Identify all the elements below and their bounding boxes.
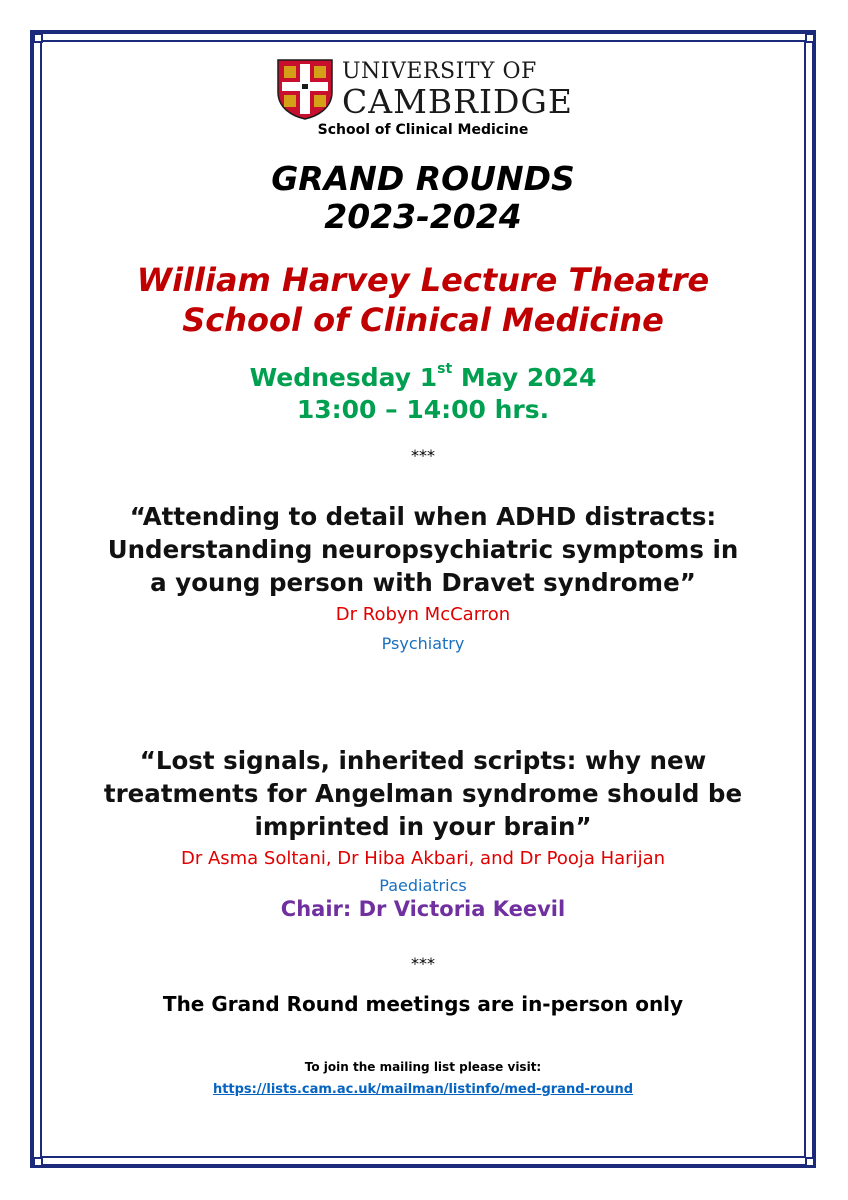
border-corner [33,1157,43,1167]
talk-title-line: “Lost signals, inherited scripts: why new [139,746,707,775]
venue-line1: William Harvey Lecture Theatre [136,261,710,299]
border-corner [33,33,43,43]
venue [42,260,804,340]
wordmark-line1: UNIVERSITY OF [342,59,537,84]
chair: Chair: Dr Victoria Keevil [280,897,566,921]
wordmark-line2: CAMBRIDGE [342,82,573,121]
separator: *** [411,446,435,465]
date-time [42,362,804,426]
date-ordinal: st [437,361,453,377]
talk-title-line: treatments for Angelman syndrome should be [103,779,743,808]
mailing-list-link[interactable]: https://lists.cam.ac.uk/mailman/listinfo/med-grand-round [212,1082,634,1097]
event-time: 13:00 – 14:00 hrs. [296,395,550,424]
school-name: School of Clinical Medicine [317,122,529,138]
event-title [42,160,804,236]
border-corner [805,33,815,43]
event-date [42,362,804,394]
talk-title-line: “Attending to detail when ADHD distracts: [129,502,717,531]
talk-title [42,744,804,843]
mailing-list-label: To join the mailing list please visit: [304,1060,542,1074]
event-title-line1: GRAND ROUNDS [271,159,575,198]
talk-department: Psychiatry [381,634,465,653]
talk-department: Paediatrics [379,876,467,895]
border-corner [805,1157,815,1167]
venue-line2: School of Clinical Medicine [182,301,664,339]
university-wordmark [342,60,573,120]
talk-title [42,500,804,599]
talk-title-line: a young person with Dravet syndrome” [150,568,696,597]
event-title-line2: 2023-2024 [324,197,522,236]
attendance-notice: The Grand Round meetings are in-person only [162,992,684,1016]
talk-speaker: Dr Asma Soltani, Dr Hiba Akbari, and Dr Pooja Harijan [180,848,666,869]
date-month-year: May 2024 [460,363,597,392]
university-crest-icon [276,58,334,120]
date-weekday: Wednesday 1 [249,363,438,392]
talk-title-line: imprinted in your brain” [254,812,592,841]
separator: *** [411,954,435,973]
talk-title-line: Understanding neuropsychiatric symptoms in [107,535,739,564]
talk-speaker: Dr Robyn McCarron [335,604,511,625]
